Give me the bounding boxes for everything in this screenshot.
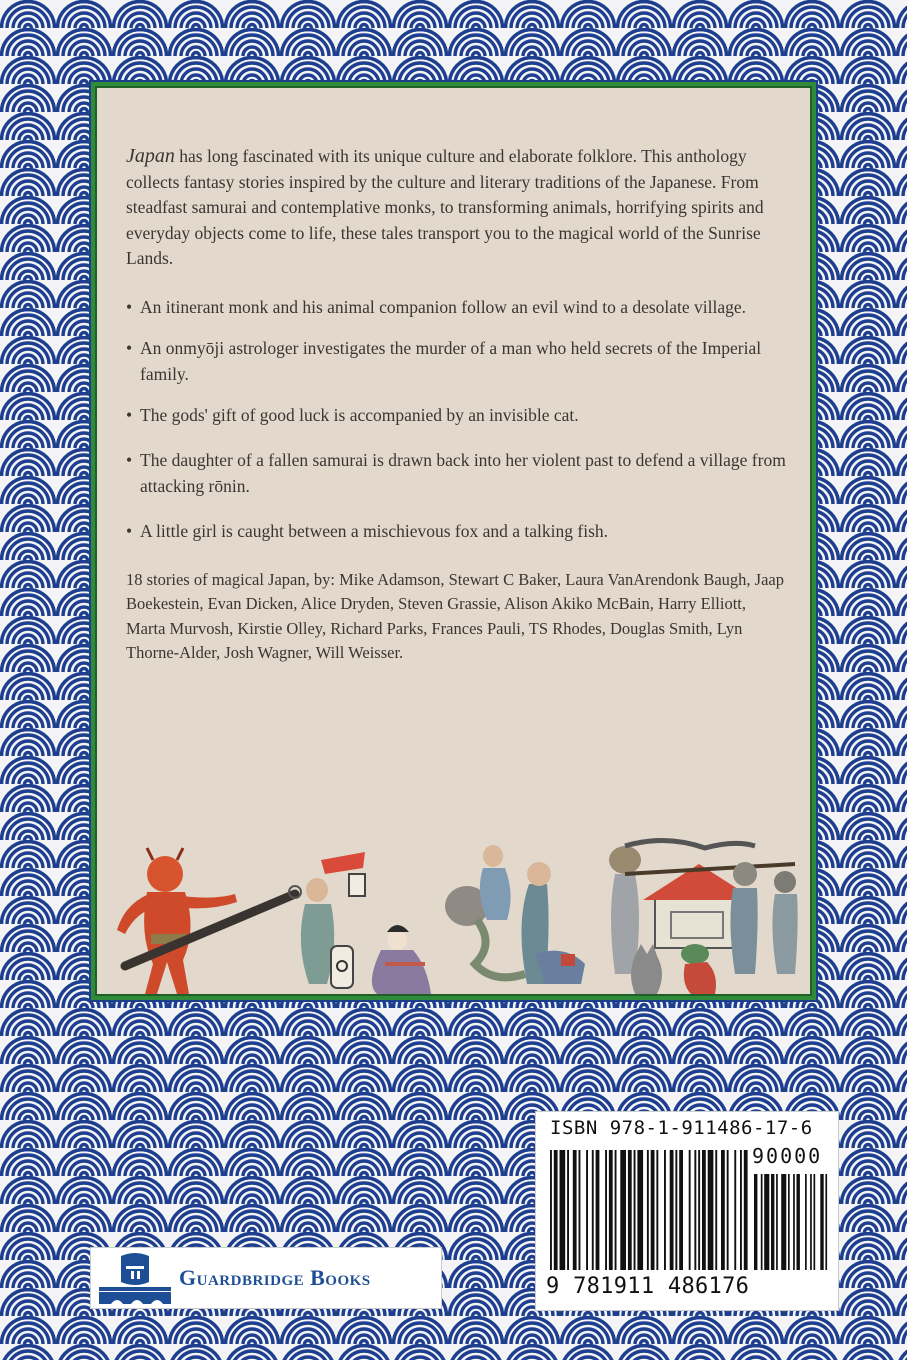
- barcode-bar: [634, 1150, 636, 1270]
- barcode-bar: [734, 1150, 736, 1270]
- list-item: • An itinerant monk and his animal companion follow an evil wind to a desolate village.: [126, 296, 747, 317]
- barcode-bar: [788, 1174, 790, 1270]
- barcode-bar: [615, 1150, 617, 1270]
- yokai-procession-illustration: [95, 834, 812, 1000]
- barcode-bar: [573, 1150, 577, 1270]
- barcode-bar: [761, 1174, 763, 1270]
- barcode-bars: [550, 1150, 830, 1272]
- barcode-bar: [651, 1150, 655, 1270]
- list-item: • A little girl is caught between a mischievous fox and a talking fish.: [126, 520, 609, 541]
- barcode-bar: [560, 1150, 566, 1270]
- barcode-bar: [820, 1174, 823, 1270]
- barcode-bar: [586, 1150, 588, 1270]
- lantern-carrier: [301, 852, 365, 988]
- green-fish-figure: [681, 944, 716, 994]
- barcode-bar: [647, 1150, 649, 1270]
- palanquin: [625, 864, 795, 948]
- barcode-bar: [776, 1174, 778, 1270]
- intro-paragraph: [126, 144, 786, 272]
- list-item: • An onmyōji astrologer investigates the murder of a man who held secrets of the Imperial family.: [126, 337, 762, 384]
- barcode-bar: [567, 1150, 569, 1270]
- barcode-bar: [698, 1150, 700, 1270]
- barcode-bar: [592, 1150, 594, 1270]
- barcode-bar: [797, 1174, 800, 1270]
- list-item: • The gods' gift of good luck is accompanied by an invisible cat.: [126, 404, 579, 425]
- barcode-bar: [675, 1150, 677, 1270]
- author-list: 18 stories of magical Japan, by: Mike Adamson, Stewart C Baker, Laura VanArendonk Baugh, Jaap Boekestein, Evan Dicken, Alice Dryden, Steven Grassie, Alison Akiko McBain, Harry Elliott, Marta Murvosh, Kirstie Olley, Richard Parks, Frances Pauli, TS Rhodes, Douglas Smith, Lyn Thorne-Alder, Josh Wagner, Will Weisser.: [126, 569, 784, 662]
- barcode-bar: [793, 1174, 795, 1270]
- rear-bearers: [730, 862, 797, 974]
- barcode-bar: [637, 1150, 643, 1270]
- story-bullet-list: [126, 294, 786, 544]
- barcode-bar: [715, 1150, 717, 1270]
- barcode-bar: [664, 1150, 666, 1270]
- list-item: • The daughter of a fallen samurai is drawn back into her violent past to defend a village from attacking rōnin.: [126, 449, 786, 496]
- barcode-bar: [740, 1150, 742, 1270]
- barcode-bar: [656, 1150, 658, 1270]
- barcode-bar: [771, 1174, 774, 1270]
- barcode-bar: [694, 1150, 696, 1270]
- red-oni-figure: [117, 848, 237, 994]
- barcode-bar: [628, 1150, 632, 1270]
- isbn-text: ISBN 978-1-911486-17-6: [550, 1117, 813, 1139]
- barcode-bar: [554, 1150, 558, 1270]
- isbn-barcode: [535, 1111, 839, 1311]
- barcode-bar: [620, 1150, 626, 1270]
- barcode-bar: [781, 1174, 786, 1270]
- barcode-bar: [754, 1174, 757, 1270]
- ean-digits: 9 781911 486176: [546, 1274, 750, 1299]
- carrier-group: [521, 862, 585, 984]
- barcode-bar: [764, 1174, 769, 1270]
- intro-emphasis: Japan: [126, 145, 175, 167]
- barcode-bar: [609, 1150, 613, 1270]
- standing-figure: [480, 845, 511, 920]
- barcode-bar: [721, 1150, 725, 1270]
- barcode-bar: [596, 1150, 600, 1270]
- barcode-bar: [550, 1150, 552, 1270]
- barcode-bar: [727, 1150, 729, 1270]
- synopsis-panel: [91, 82, 816, 1000]
- helmet-bridge-logo-icon: [97, 1252, 173, 1306]
- barcode-bar: [702, 1150, 706, 1270]
- barcode-bar: [579, 1150, 581, 1270]
- barcode-bar: [805, 1174, 807, 1270]
- barcode-bar: [605, 1150, 607, 1270]
- intro-text: has long fascinated with its unique culture and elaborate folklore. This anthology collects fantasy stories inspired by the culture and literary traditions of the Japanese. From steadfast samurai and contemplative monks, to transforming animals, horrifying spirits and everyday objects come to life, these tales transport you to the magical world of the Sunrise Lands.: [126, 146, 764, 268]
- publisher-name: Guardbridge Books: [179, 1265, 371, 1290]
- barcode-bar: [810, 1174, 812, 1270]
- kneeling-woman: [372, 925, 431, 994]
- barcode-bar: [744, 1150, 748, 1270]
- barcode-bar: [708, 1150, 714, 1270]
- barcode-bar: [814, 1174, 816, 1270]
- publisher-logo-box: [90, 1247, 442, 1309]
- barcode-bar: [679, 1150, 683, 1270]
- barcode-bar: [670, 1150, 674, 1270]
- price-code: 90000: [752, 1144, 823, 1168]
- barcode-bar: [689, 1150, 691, 1270]
- barcode-bar: [825, 1174, 827, 1270]
